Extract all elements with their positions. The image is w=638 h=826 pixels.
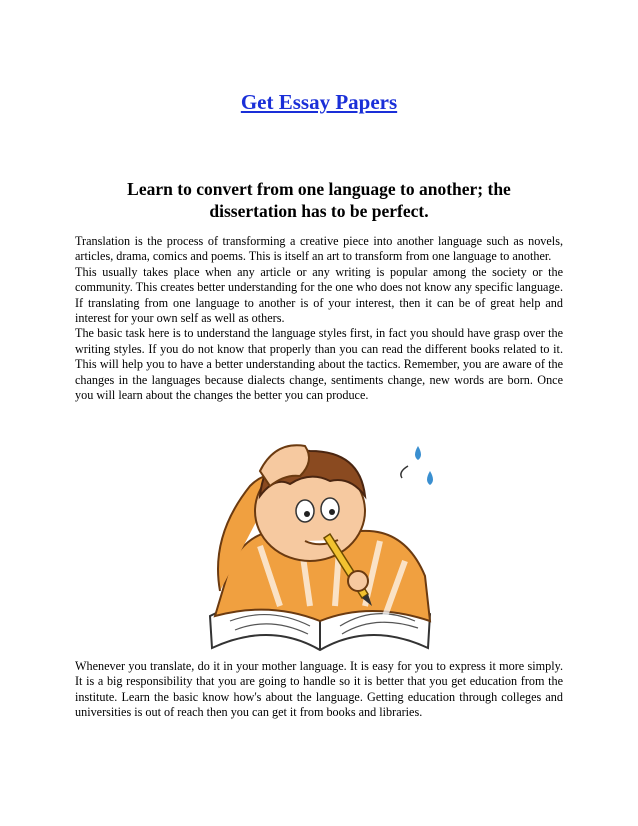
title-link[interactable]: Get Essay Papers [240, 90, 398, 114]
intro-text-block [75, 234, 563, 403]
student-head [255, 445, 365, 561]
paragraph: The basic task here is to understand the language styles first, in fact you should have grasp over the writing styles. If you do not know that properly than you can read the different books related to it. This will help you to have a better understanding about the tactics. Remember, you are aware of the changes in the languages because dialects change, sentiments change, new words are born. Once you will learn about the changes the better you can produce. [75, 326, 563, 403]
subtitle-heading: Learn to convert from one language to another; the dissertation has to be perfect. [127, 179, 511, 221]
sweat-drops-icon [401, 446, 433, 485]
closing-text-block [75, 659, 563, 721]
stressed-student-illustration [190, 416, 450, 652]
page-title [0, 90, 638, 115]
paragraph: Whenever you translate, do it in your mother language. It is easy for you to express it more simply. It is a big responsibility that you are going to handle so it is better that you get education from the institute. Learn the basic know how's about the language. Getting education through colleges and universities is out of reach then you can get it from books and libraries. [75, 659, 563, 720]
paragraph: This usually takes place when any article or any writing is popular among the society or the community. This creates better understanding for the one who does not know any specific language. If translating from one language to another is of your interest, then it can be of great help and interest for your own self as well as others. [75, 264, 563, 326]
paragraph: Translation is the process of transforming a creative piece into another language such as novels, articles, drama, comics and poems. This is itself an art to transform from one language to another. [75, 234, 563, 264]
